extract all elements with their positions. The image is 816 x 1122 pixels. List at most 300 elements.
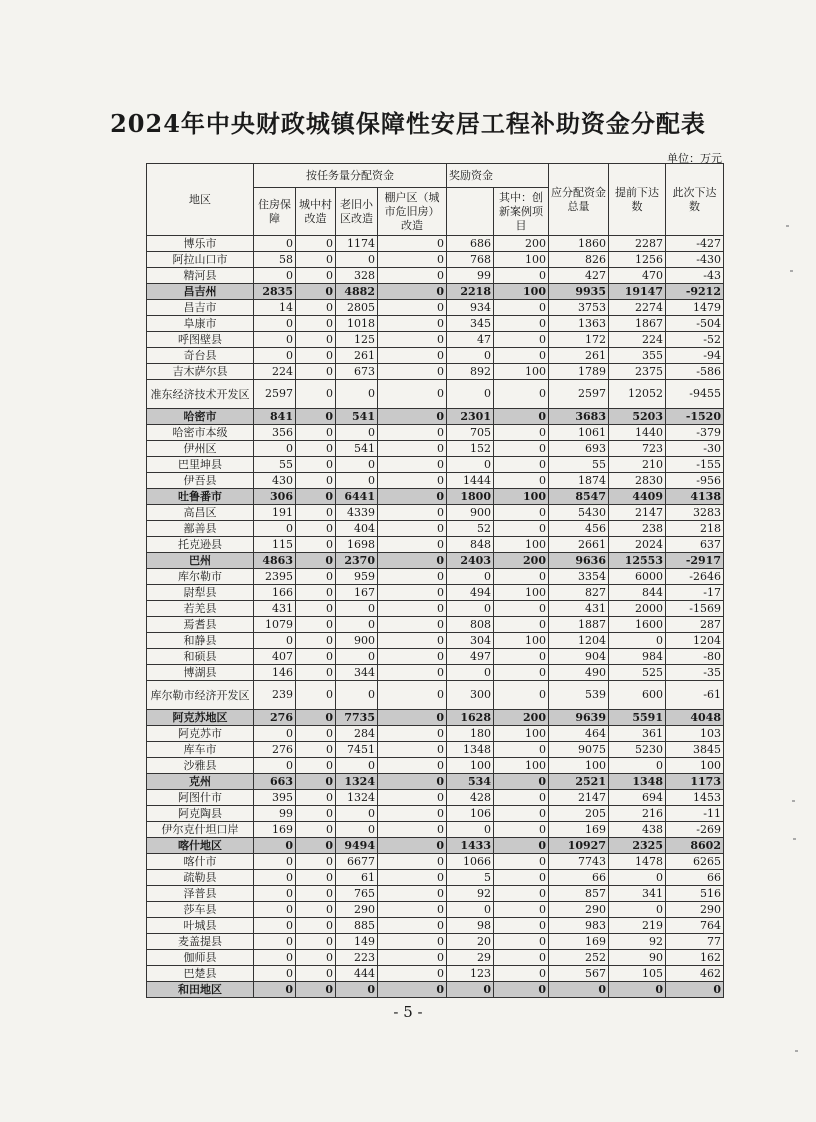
value-cell: 0 bbox=[296, 934, 336, 950]
value-cell: 0 bbox=[254, 838, 296, 854]
value-cell: 125 bbox=[336, 332, 378, 348]
region-cell: 伽师县 bbox=[147, 950, 254, 966]
region-cell: 阜康市 bbox=[147, 316, 254, 332]
value-cell: 304 bbox=[447, 633, 494, 649]
value-cell: 0 bbox=[254, 918, 296, 934]
value-cell: 0 bbox=[378, 633, 447, 649]
value-cell: 395 bbox=[254, 790, 296, 806]
region-cell: 阿克苏市 bbox=[147, 726, 254, 742]
region-cell: 昌吉市 bbox=[147, 300, 254, 316]
value-cell: -11 bbox=[666, 806, 724, 822]
region-cell: 喀什市 bbox=[147, 854, 254, 870]
value-cell: 219 bbox=[609, 918, 666, 934]
value-cell: 0 bbox=[494, 886, 549, 902]
value-cell: 1887 bbox=[549, 617, 609, 633]
value-cell: 567 bbox=[549, 966, 609, 982]
value-cell: 900 bbox=[336, 633, 378, 649]
allocation-table bbox=[146, 163, 724, 998]
value-cell: 7735 bbox=[336, 710, 378, 726]
value-cell: 100 bbox=[494, 726, 549, 742]
value-cell: 290 bbox=[666, 902, 724, 918]
table-row bbox=[147, 742, 724, 758]
table-row bbox=[147, 569, 724, 585]
value-cell: 6265 bbox=[666, 854, 724, 870]
table-row bbox=[147, 950, 724, 966]
value-cell: 0 bbox=[336, 617, 378, 633]
value-cell: -2646 bbox=[666, 569, 724, 585]
value-cell: 0 bbox=[296, 473, 336, 489]
value-cell: 0 bbox=[254, 521, 296, 537]
value-cell: 490 bbox=[549, 665, 609, 681]
value-cell: 7743 bbox=[549, 854, 609, 870]
value-cell: -379 bbox=[666, 425, 724, 441]
table-row-group bbox=[147, 284, 724, 300]
region-cell: 鄯善县 bbox=[147, 521, 254, 537]
table-row bbox=[147, 665, 724, 681]
table-row bbox=[147, 790, 724, 806]
value-cell: 765 bbox=[336, 886, 378, 902]
table-row bbox=[147, 348, 724, 364]
value-cell: 341 bbox=[609, 886, 666, 902]
value-cell: 0 bbox=[378, 268, 447, 284]
value-cell: -9212 bbox=[666, 284, 724, 300]
value-cell: 0 bbox=[378, 649, 447, 665]
value-cell: 541 bbox=[336, 409, 378, 425]
value-cell: 284 bbox=[336, 726, 378, 742]
value-cell: 0 bbox=[494, 742, 549, 758]
scan-speck bbox=[792, 800, 795, 802]
value-cell: 1079 bbox=[254, 617, 296, 633]
value-cell: 0 bbox=[494, 665, 549, 681]
table-row bbox=[147, 300, 724, 316]
value-cell: 663 bbox=[254, 774, 296, 790]
value-cell: 0 bbox=[609, 902, 666, 918]
value-cell: 1324 bbox=[336, 774, 378, 790]
value-cell: 103 bbox=[666, 726, 724, 742]
region-cell: 精河县 bbox=[147, 268, 254, 284]
value-cell: -9455 bbox=[666, 380, 724, 409]
region-cell: 博湖县 bbox=[147, 665, 254, 681]
value-cell: 2147 bbox=[609, 505, 666, 521]
value-cell: 0 bbox=[296, 742, 336, 758]
value-cell: 5 bbox=[447, 870, 494, 886]
value-cell: 0 bbox=[296, 774, 336, 790]
page-number: - 5 - bbox=[393, 1003, 423, 1021]
value-cell: 5230 bbox=[609, 742, 666, 758]
region-cell: 和田地区 bbox=[147, 982, 254, 998]
value-cell: 2835 bbox=[254, 284, 296, 300]
value-cell: 6677 bbox=[336, 854, 378, 870]
value-cell: 0 bbox=[609, 758, 666, 774]
value-cell: 0 bbox=[494, 681, 549, 710]
value-cell: 8547 bbox=[549, 489, 609, 505]
value-cell: 1600 bbox=[609, 617, 666, 633]
value-cell: 444 bbox=[336, 966, 378, 982]
value-cell: 0 bbox=[336, 380, 378, 409]
value-cell: 0 bbox=[296, 505, 336, 521]
table-row bbox=[147, 441, 724, 457]
value-cell: 149 bbox=[336, 934, 378, 950]
header-current: 此次下达数 bbox=[666, 164, 724, 236]
value-cell: 0 bbox=[494, 649, 549, 665]
value-cell: 0 bbox=[296, 681, 336, 710]
header-reward-group: 奖励资金 bbox=[447, 164, 549, 188]
value-cell: 1174 bbox=[336, 236, 378, 252]
value-cell: 0 bbox=[254, 982, 296, 998]
table-row-group bbox=[147, 710, 724, 726]
region-cell: 哈密市本级 bbox=[147, 425, 254, 441]
value-cell: 0 bbox=[494, 982, 549, 998]
header-housing: 住房保障 bbox=[254, 188, 296, 236]
value-cell: -30 bbox=[666, 441, 724, 457]
value-cell: -956 bbox=[666, 473, 724, 489]
header-old-community: 老旧小区改造 bbox=[336, 188, 378, 236]
value-cell: 0 bbox=[296, 425, 336, 441]
value-cell: 462 bbox=[666, 966, 724, 982]
value-cell: 2301 bbox=[447, 409, 494, 425]
value-cell: 983 bbox=[549, 918, 609, 934]
value-cell: 0 bbox=[378, 601, 447, 617]
value-cell: 152 bbox=[447, 441, 494, 457]
value-cell: 534 bbox=[447, 774, 494, 790]
value-cell: 180 bbox=[447, 726, 494, 742]
value-cell: 539 bbox=[549, 681, 609, 710]
value-cell: 1348 bbox=[447, 742, 494, 758]
value-cell: 0 bbox=[296, 710, 336, 726]
value-cell: 216 bbox=[609, 806, 666, 822]
value-cell: 100 bbox=[494, 537, 549, 553]
value-cell: 115 bbox=[254, 537, 296, 553]
value-cell: -52 bbox=[666, 332, 724, 348]
value-cell: 0 bbox=[254, 902, 296, 918]
value-cell: 0 bbox=[296, 966, 336, 982]
value-cell: 9494 bbox=[336, 838, 378, 854]
value-cell: 356 bbox=[254, 425, 296, 441]
header-innovation: 其中：创新案例项目 bbox=[494, 188, 549, 236]
value-cell: 0 bbox=[494, 790, 549, 806]
table-row bbox=[147, 252, 724, 268]
table-row bbox=[147, 236, 724, 252]
value-cell: 1348 bbox=[609, 774, 666, 790]
value-cell: 0 bbox=[494, 838, 549, 854]
value-cell: 826 bbox=[549, 252, 609, 268]
value-cell: 0 bbox=[378, 681, 447, 710]
region-cell: 高昌区 bbox=[147, 505, 254, 521]
value-cell: 0 bbox=[447, 822, 494, 838]
region-cell: 尉犁县 bbox=[147, 585, 254, 601]
value-cell: 300 bbox=[447, 681, 494, 710]
value-cell: 1698 bbox=[336, 537, 378, 553]
value-cell: 290 bbox=[336, 902, 378, 918]
value-cell: 0 bbox=[378, 537, 447, 553]
value-cell: 2830 bbox=[609, 473, 666, 489]
value-cell: 0 bbox=[494, 425, 549, 441]
value-cell: 146 bbox=[254, 665, 296, 681]
value-cell: 0 bbox=[296, 268, 336, 284]
value-cell: 0 bbox=[336, 425, 378, 441]
value-cell: 1018 bbox=[336, 316, 378, 332]
value-cell: 10927 bbox=[549, 838, 609, 854]
value-cell: 0 bbox=[254, 332, 296, 348]
value-cell: 2024 bbox=[609, 537, 666, 553]
value-cell: 55 bbox=[254, 457, 296, 473]
value-cell: 169 bbox=[549, 934, 609, 950]
value-cell: 4138 bbox=[666, 489, 724, 505]
value-cell: 1628 bbox=[447, 710, 494, 726]
value-cell: 0 bbox=[378, 505, 447, 521]
value-cell: 2147 bbox=[549, 790, 609, 806]
value-cell: 1440 bbox=[609, 425, 666, 441]
value-cell: 3683 bbox=[549, 409, 609, 425]
value-cell: 0 bbox=[378, 982, 447, 998]
value-cell: 98 bbox=[447, 918, 494, 934]
value-cell: 764 bbox=[666, 918, 724, 934]
value-cell: -2917 bbox=[666, 553, 724, 569]
value-cell: 885 bbox=[336, 918, 378, 934]
table-row-group bbox=[147, 553, 724, 569]
value-cell: 1256 bbox=[609, 252, 666, 268]
value-cell: 1066 bbox=[447, 854, 494, 870]
value-cell: 431 bbox=[254, 601, 296, 617]
value-cell: 693 bbox=[549, 441, 609, 457]
header-region: 地区 bbox=[147, 164, 254, 236]
value-cell: 167 bbox=[336, 585, 378, 601]
value-cell: 0 bbox=[296, 870, 336, 886]
table-row bbox=[147, 457, 724, 473]
value-cell: 0 bbox=[296, 886, 336, 902]
value-cell: 404 bbox=[336, 521, 378, 537]
value-cell: 224 bbox=[254, 364, 296, 380]
value-cell: 9636 bbox=[549, 553, 609, 569]
value-cell: 0 bbox=[336, 982, 378, 998]
value-cell: -1520 bbox=[666, 409, 724, 425]
region-cell: 昌吉州 bbox=[147, 284, 254, 300]
value-cell: 99 bbox=[447, 268, 494, 284]
value-cell: 100 bbox=[494, 489, 549, 505]
value-cell: 106 bbox=[447, 806, 494, 822]
table-row bbox=[147, 332, 724, 348]
header-task-group: 按任务量分配资金 bbox=[254, 164, 447, 188]
value-cell: 1324 bbox=[336, 790, 378, 806]
value-cell: 1061 bbox=[549, 425, 609, 441]
value-cell: 224 bbox=[609, 332, 666, 348]
table-row bbox=[147, 617, 724, 633]
value-cell: 4339 bbox=[336, 505, 378, 521]
page-title: 2024年中央财政城镇保障性安居工程补助资金分配表 bbox=[110, 109, 706, 138]
value-cell: 19147 bbox=[609, 284, 666, 300]
value-cell: 0 bbox=[296, 854, 336, 870]
table-row-group bbox=[147, 838, 724, 854]
value-cell: 2661 bbox=[549, 537, 609, 553]
value-cell: 0 bbox=[296, 300, 336, 316]
value-cell: 2403 bbox=[447, 553, 494, 569]
value-cell: 0 bbox=[378, 316, 447, 332]
value-cell: 0 bbox=[296, 601, 336, 617]
region-cell: 喀什地区 bbox=[147, 838, 254, 854]
region-cell: 吐鲁番市 bbox=[147, 489, 254, 505]
value-cell: 0 bbox=[378, 617, 447, 633]
value-cell: 3845 bbox=[666, 742, 724, 758]
table-row bbox=[147, 758, 724, 774]
value-cell: 5203 bbox=[609, 409, 666, 425]
value-cell: 361 bbox=[609, 726, 666, 742]
value-cell: -1569 bbox=[666, 601, 724, 617]
value-cell: 3283 bbox=[666, 505, 724, 521]
header-reward-blank bbox=[447, 188, 494, 236]
value-cell: 100 bbox=[666, 758, 724, 774]
value-cell: 1204 bbox=[666, 633, 724, 649]
value-cell: 2000 bbox=[609, 601, 666, 617]
value-cell: 0 bbox=[494, 300, 549, 316]
value-cell: 239 bbox=[254, 681, 296, 710]
table-row bbox=[147, 537, 724, 553]
value-cell: 844 bbox=[609, 585, 666, 601]
header-total: 应分配资金总量 bbox=[549, 164, 609, 236]
value-cell: 6441 bbox=[336, 489, 378, 505]
value-cell: 2370 bbox=[336, 553, 378, 569]
value-cell: 0 bbox=[378, 409, 447, 425]
value-cell: 0 bbox=[296, 441, 336, 457]
value-cell: 0 bbox=[378, 252, 447, 268]
value-cell: 407 bbox=[254, 649, 296, 665]
value-cell: 0 bbox=[494, 380, 549, 409]
table-row bbox=[147, 649, 724, 665]
value-cell: 0 bbox=[378, 457, 447, 473]
value-cell: 0 bbox=[296, 585, 336, 601]
value-cell: 0 bbox=[296, 537, 336, 553]
value-cell: 287 bbox=[666, 617, 724, 633]
value-cell: 0 bbox=[447, 601, 494, 617]
value-cell: 8602 bbox=[666, 838, 724, 854]
value-cell: 169 bbox=[254, 822, 296, 838]
value-cell: 1173 bbox=[666, 774, 724, 790]
value-cell: 0 bbox=[378, 521, 447, 537]
value-cell: 516 bbox=[666, 886, 724, 902]
value-cell: 0 bbox=[494, 966, 549, 982]
value-cell: 200 bbox=[494, 710, 549, 726]
value-cell: 205 bbox=[549, 806, 609, 822]
value-cell: 0 bbox=[378, 380, 447, 409]
value-cell: 0 bbox=[494, 822, 549, 838]
value-cell: 100 bbox=[447, 758, 494, 774]
value-cell: 0 bbox=[336, 457, 378, 473]
value-cell: 105 bbox=[609, 966, 666, 982]
value-cell: 0 bbox=[378, 489, 447, 505]
value-cell: 694 bbox=[609, 790, 666, 806]
value-cell: 52 bbox=[447, 521, 494, 537]
value-cell: 2287 bbox=[609, 236, 666, 252]
value-cell: 2375 bbox=[609, 364, 666, 380]
value-cell: 5591 bbox=[609, 710, 666, 726]
value-cell: 808 bbox=[447, 617, 494, 633]
value-cell: 4882 bbox=[336, 284, 378, 300]
value-cell: 0 bbox=[254, 966, 296, 982]
value-cell: 0 bbox=[296, 950, 336, 966]
value-cell: 0 bbox=[296, 316, 336, 332]
value-cell: 0 bbox=[378, 441, 447, 457]
value-cell: 841 bbox=[254, 409, 296, 425]
value-cell: 100 bbox=[494, 364, 549, 380]
region-cell: 阿图什市 bbox=[147, 790, 254, 806]
value-cell: 0 bbox=[336, 473, 378, 489]
value-cell: 456 bbox=[549, 521, 609, 537]
table-row bbox=[147, 585, 724, 601]
value-cell: 100 bbox=[494, 585, 549, 601]
header-advance: 提前下达数 bbox=[609, 164, 666, 236]
value-cell: 0 bbox=[494, 918, 549, 934]
value-cell: 0 bbox=[447, 665, 494, 681]
value-cell: 4409 bbox=[609, 489, 666, 505]
value-cell: 66 bbox=[666, 870, 724, 886]
region-cell: 吉木萨尔县 bbox=[147, 364, 254, 380]
value-cell: 0 bbox=[378, 966, 447, 982]
value-cell: 0 bbox=[378, 822, 447, 838]
value-cell: 0 bbox=[296, 252, 336, 268]
value-cell: 600 bbox=[609, 681, 666, 710]
value-cell: 430 bbox=[254, 473, 296, 489]
value-cell: 0 bbox=[378, 902, 447, 918]
table-row bbox=[147, 966, 724, 982]
value-cell: 1800 bbox=[447, 489, 494, 505]
region-cell: 巴楚县 bbox=[147, 966, 254, 982]
table-row bbox=[147, 902, 724, 918]
value-cell: 210 bbox=[609, 457, 666, 473]
value-cell: 0 bbox=[296, 380, 336, 409]
value-cell: 9075 bbox=[549, 742, 609, 758]
value-cell: 169 bbox=[549, 822, 609, 838]
value-cell: 0 bbox=[378, 854, 447, 870]
value-cell: 0 bbox=[254, 268, 296, 284]
value-cell: 0 bbox=[447, 380, 494, 409]
value-cell: 0 bbox=[336, 252, 378, 268]
value-cell: 0 bbox=[666, 982, 724, 998]
value-cell: 0 bbox=[254, 870, 296, 886]
header-village: 城中村改造 bbox=[296, 188, 336, 236]
value-cell: 0 bbox=[494, 473, 549, 489]
value-cell: 7451 bbox=[336, 742, 378, 758]
value-cell: 4863 bbox=[254, 553, 296, 569]
value-cell: -94 bbox=[666, 348, 724, 364]
value-cell: 0 bbox=[296, 489, 336, 505]
value-cell: 705 bbox=[447, 425, 494, 441]
value-cell: 438 bbox=[609, 822, 666, 838]
value-cell: 0 bbox=[494, 332, 549, 348]
value-cell: 200 bbox=[494, 553, 549, 569]
region-cell: 阿克陶县 bbox=[147, 806, 254, 822]
region-cell: 若羌县 bbox=[147, 601, 254, 617]
value-cell: 0 bbox=[494, 441, 549, 457]
value-cell: 0 bbox=[296, 364, 336, 380]
value-cell: 306 bbox=[254, 489, 296, 505]
value-cell: -43 bbox=[666, 268, 724, 284]
table-row-group bbox=[147, 489, 724, 505]
value-cell: 2218 bbox=[447, 284, 494, 300]
value-cell: 0 bbox=[336, 649, 378, 665]
table-row bbox=[147, 316, 724, 332]
value-cell: 0 bbox=[336, 601, 378, 617]
region-cell: 泽普县 bbox=[147, 886, 254, 902]
region-cell: 叶城县 bbox=[147, 918, 254, 934]
value-cell: 0 bbox=[378, 710, 447, 726]
scan-speck bbox=[786, 225, 789, 227]
value-cell: -504 bbox=[666, 316, 724, 332]
value-cell: 0 bbox=[378, 806, 447, 822]
value-cell: 261 bbox=[549, 348, 609, 364]
value-cell: 464 bbox=[549, 726, 609, 742]
value-cell: 892 bbox=[447, 364, 494, 380]
value-cell: 0 bbox=[494, 268, 549, 284]
value-cell: 20 bbox=[447, 934, 494, 950]
